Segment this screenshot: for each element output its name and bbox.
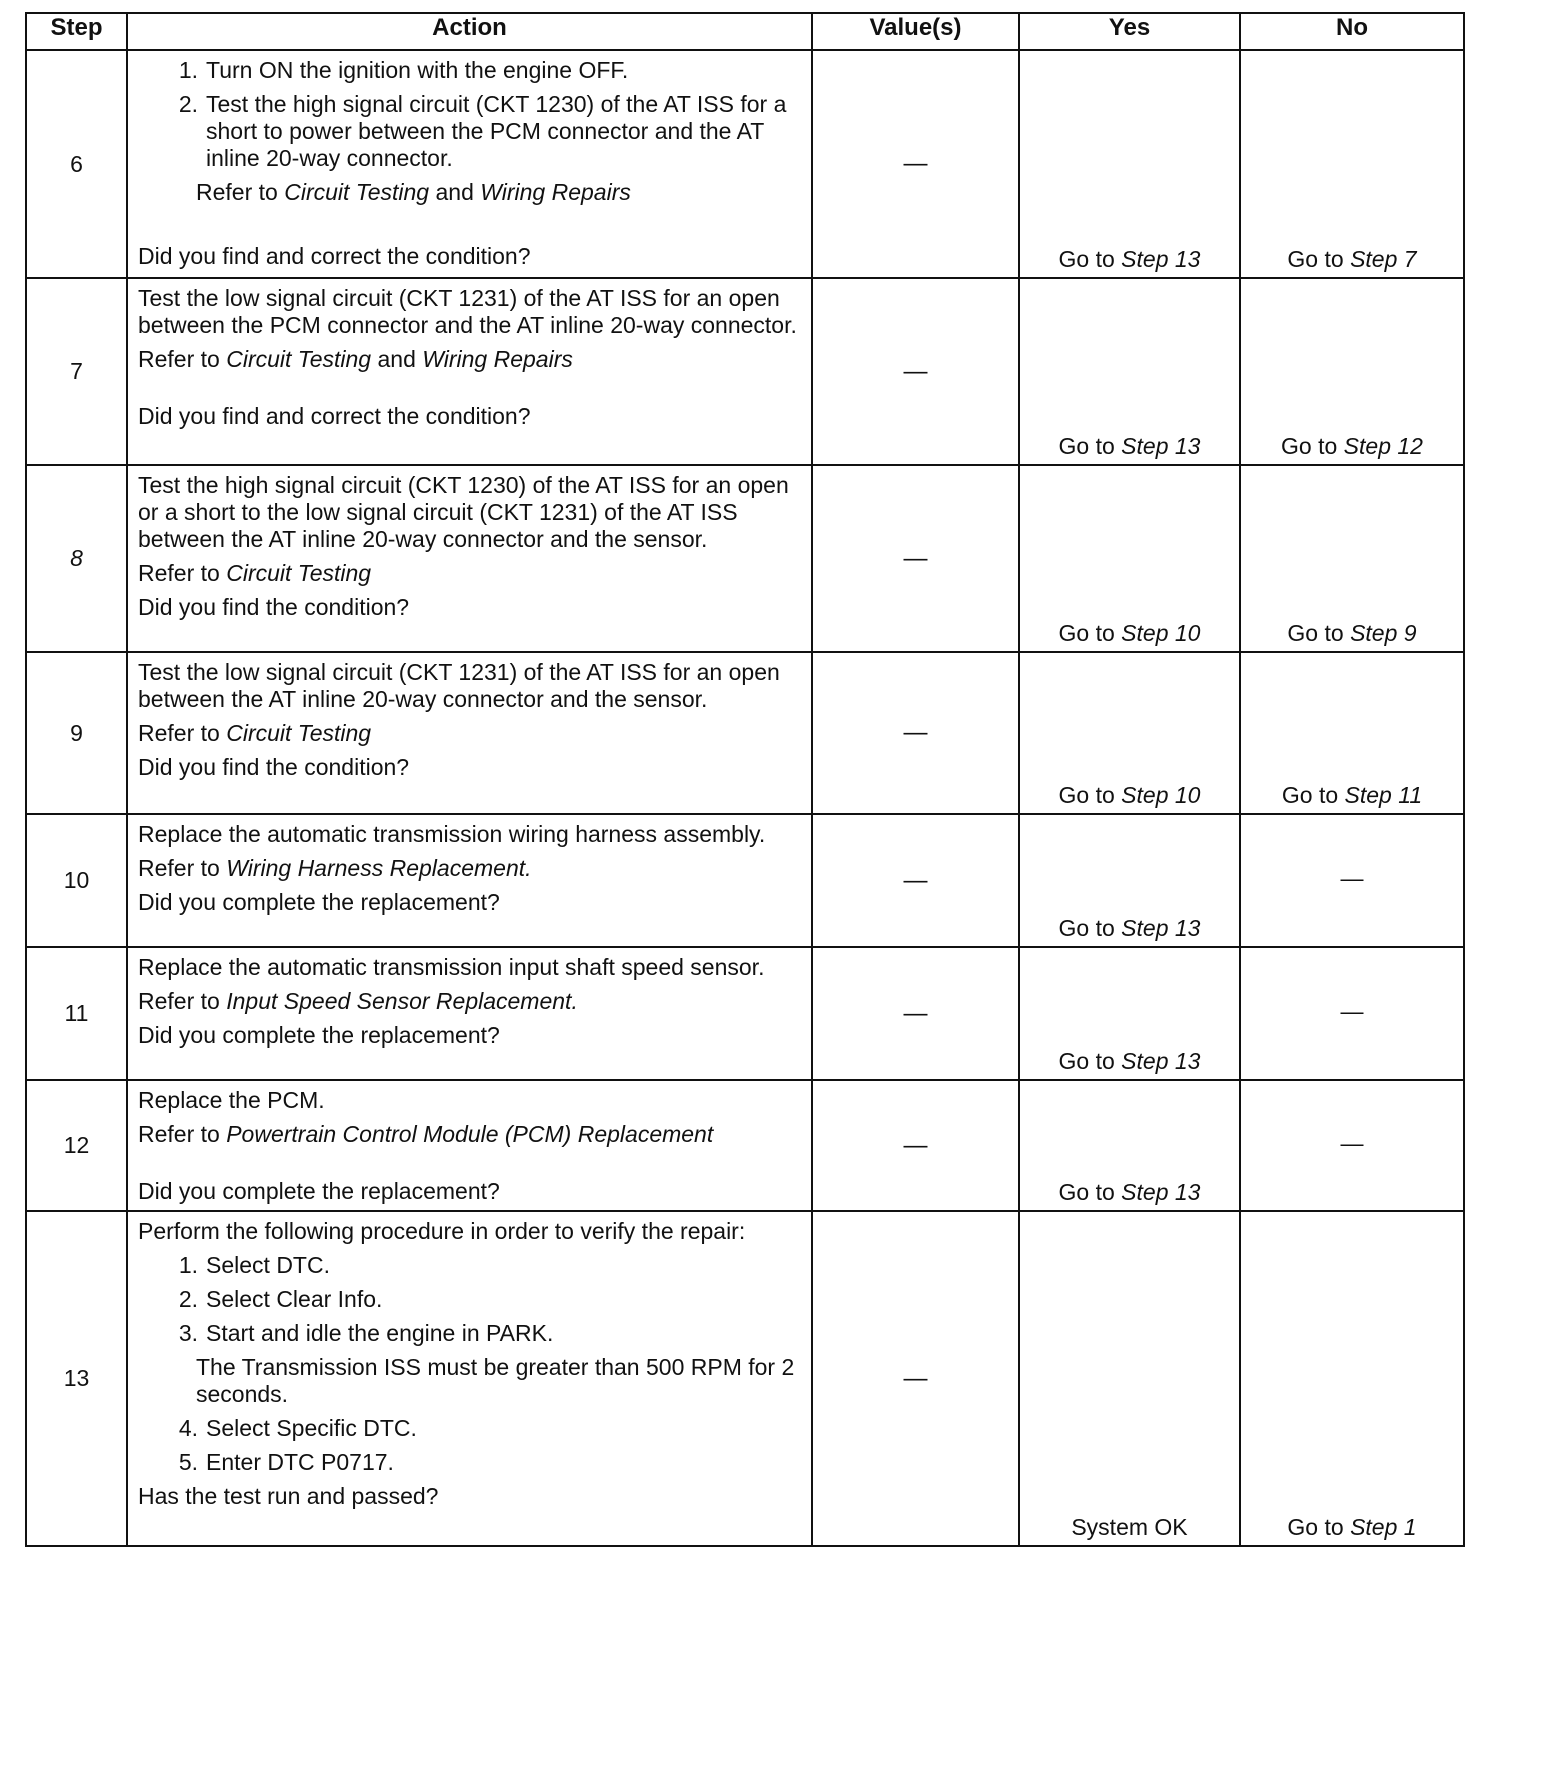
question: Did you find the condition? [138, 594, 410, 620]
diagnostic-table [25, 12, 1465, 1547]
list-item: 3. Start and idle the engine in PARK. [178, 1320, 554, 1346]
action-cell [127, 1211, 812, 1546]
list-item: 5. Enter DTC P0717. [178, 1449, 394, 1475]
no-cell: Go to Step 1 [1240, 1211, 1464, 1546]
table-row [26, 814, 1464, 947]
action-cell [127, 1080, 812, 1211]
table-row [26, 465, 1464, 652]
step-number: 9 [26, 652, 127, 814]
header-action: Action [127, 13, 812, 50]
question: Did you find the condition? [138, 754, 410, 780]
step-number: 8 [26, 465, 127, 652]
no-cell: Go to Step 11 [1240, 652, 1464, 814]
no-cell: Go to Step 12 [1240, 278, 1464, 465]
action-text: Replace the automatic transmission wiring harness assembly. [138, 821, 766, 847]
table-row [26, 278, 1464, 465]
list-item: 4. Select Specific DTC. [178, 1415, 417, 1441]
refer-line: Refer to Circuit Testing and Wiring Repairs [138, 346, 573, 372]
value-cell: — [812, 465, 1019, 652]
circuit-testing-link: Circuit Testing [284, 179, 430, 205]
action-text: Test the low signal circuit (CKT 1231) of the AT ISS for an open between the PCM connector and the AT inline 20-way connector. [138, 285, 797, 338]
no-cell: — [1240, 947, 1464, 1080]
value-cell: — [812, 50, 1019, 278]
value-cell: — [812, 1080, 1019, 1211]
header-row [26, 13, 1464, 50]
action-text: Replace the automatic transmission input shaft speed sensor. [138, 954, 765, 980]
step-number: 6 [26, 50, 127, 278]
question: Did you find and correct the condition? [138, 403, 531, 429]
action-cell [127, 465, 812, 652]
table-row [26, 947, 1464, 1080]
step-number: 10 [26, 814, 127, 947]
table-row [26, 50, 1464, 278]
question: Did you complete the replacement? [138, 889, 500, 915]
yes-cell: Go to Step 13 [1019, 814, 1240, 947]
yes-cell: Go to Step 10 [1019, 652, 1240, 814]
question: Has the test run and passed? [138, 1483, 439, 1509]
step-number: 11 [26, 947, 127, 1080]
no-cell: Go to Step 9 [1240, 465, 1464, 652]
table-row [26, 1211, 1464, 1546]
header-yes: Yes [1019, 13, 1240, 50]
refer-line: Refer to Circuit Testing and Wiring Repairs [196, 179, 631, 205]
header-step: Step [26, 13, 127, 50]
yes-cell: Go to Step 13 [1019, 278, 1240, 465]
list-item: 2. Select Clear Info. [178, 1286, 383, 1312]
action-cell [127, 50, 812, 278]
action-text: Perform the following procedure in order to verify the repair: [138, 1218, 746, 1244]
value-cell: — [812, 278, 1019, 465]
question: Did you find and correct the condition? [138, 243, 531, 269]
refer-line: Refer to Wiring Harness Replacement. [138, 855, 532, 881]
action-cell [127, 947, 812, 1080]
action-text: Replace the PCM. [138, 1087, 325, 1113]
header-values: Value(s) [812, 13, 1019, 50]
wiring-repairs-link: Wiring Repairs [480, 179, 631, 205]
value-cell: — [812, 947, 1019, 1080]
refer-line: Refer to Circuit Testing [138, 560, 372, 586]
yes-cell: Go to Step 13 [1019, 50, 1240, 278]
list-item: 2. Test the high signal circuit (CKT 1230) of the AT ISS for a short to power between the PCM connector and the AT inline 20-way connector. [178, 91, 787, 171]
refer-line: Refer to Input Speed Sensor Replacement. [138, 988, 578, 1014]
yes-cell: System OK [1019, 1211, 1240, 1546]
list-item: 1. Select DTC. [178, 1252, 330, 1278]
header-no: No [1240, 13, 1464, 50]
yes-cell: Go to Step 10 [1019, 465, 1240, 652]
refer-line: Refer to Powertrain Control Module (PCM) Replacement [138, 1121, 714, 1147]
action-text: Test the low signal circuit (CKT 1231) of the AT ISS for an open between the AT inline 20-way connector and the sensor. [138, 659, 780, 712]
note-text: The Transmission ISS must be greater than 500 RPM for 2 seconds. [196, 1354, 795, 1407]
yes-cell: Go to Step 13 [1019, 947, 1240, 1080]
question: Did you complete the replacement? [138, 1178, 500, 1204]
step-number: 7 [26, 278, 127, 465]
no-cell: Go to Step 7 [1240, 50, 1464, 278]
action-text: Test the high signal circuit (CKT 1230) of the AT ISS for an open or a short to the low signal circuit (CKT 1231) of the AT ISS between the AT inline 20-way connector and the sensor. [138, 472, 789, 552]
table-row [26, 652, 1464, 814]
question: Did you complete the replacement? [138, 1022, 500, 1048]
no-cell: — [1240, 814, 1464, 947]
action-cell [127, 278, 812, 465]
action-cell [127, 814, 812, 947]
no-cell: — [1240, 1080, 1464, 1211]
list-item: 1. Turn ON the ignition with the engine OFF. [178, 57, 629, 83]
step-number: 13 [26, 1211, 127, 1546]
value-cell: — [812, 652, 1019, 814]
action-cell [127, 652, 812, 814]
step-number: 12 [26, 1080, 127, 1211]
table-row [26, 1080, 1464, 1211]
refer-line: Refer to Circuit Testing [138, 720, 372, 746]
value-cell: — [812, 814, 1019, 947]
yes-cell: Go to Step 13 [1019, 1080, 1240, 1211]
value-cell: — [812, 1211, 1019, 1546]
